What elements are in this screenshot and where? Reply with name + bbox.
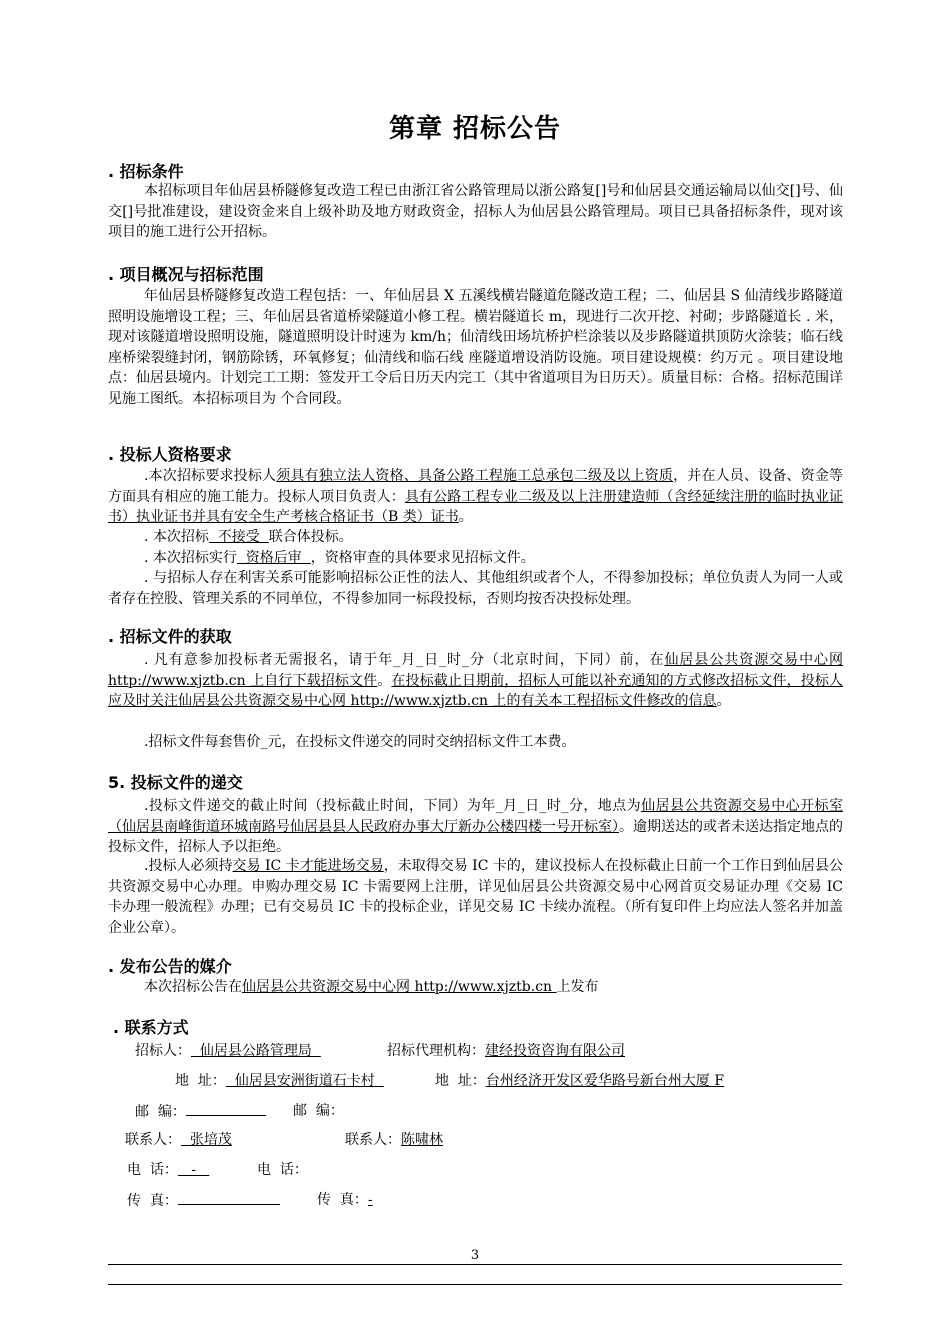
page-number: 3: [470, 1248, 480, 1263]
publication-media-text: 本次招标公告在仙居县公共资源交易中心网 http://www.xjztb.cn 上发布: [144, 979, 599, 995]
footer-rule-top: [108, 1264, 842, 1265]
section-heading-qualification: . 投标人资格要求: [108, 445, 232, 464]
section-heading-project-overview: . 项目概况与招标范围: [108, 265, 264, 284]
section-heading-tender-conditions: . 招标条件: [108, 162, 184, 181]
agency-address-label: 地 址：: [435, 1073, 486, 1089]
obtain-documents-paragraph-2: .招标文件每套售价_元，在投标文件递交的同时交纳招标文件工本费。: [144, 734, 576, 750]
tenderer-zip-blank: [186, 1101, 266, 1116]
tenderer-tel-value: -: [177, 1162, 210, 1178]
download-site: 仙居县公共资源交易中心网 http://www.xjztb.cn 上自行下载招标文件: [108, 652, 844, 689]
section-heading-contact: . 联系方式: [113, 1018, 189, 1037]
tender-conditions-text: 本招标项目年仙居县桥隧修复改造工程已由浙江省公路管理局以浙公路复[]号和仙居县交通运输局以仙交[]号、仙交[]号批准建设，建设资金来自上级补助及地方财政资金，招标人为仙居县公路管理局。项目已具备招标条件，现对该项目的施工进行公开招标。: [108, 183, 843, 240]
tenderer-contact-row: [125, 1130, 309, 1150]
agency-fax-value: -: [367, 1192, 373, 1208]
qualification-requirement: 须具有独立法人资格、具备公路工程施工总承包二级及以上资质: [276, 468, 674, 484]
bid-submission-paragraph-1: .投标文件递交的截止时间（投标截止时间，下同）为年_月_日_时_分，地点为仙居县公共资源交易中心开标室（仙居县南峰街道环城南路号仙居县县人民政府办事大厅新办公楼四楼一号开标室）。逾期送达的或者未送达指定地点的投标文件，招标人予以拒绝。: [108, 798, 844, 855]
agency-value: 建经投资咨询有限公司: [485, 1043, 625, 1059]
tenderer-address-row: [175, 1071, 384, 1091]
footer-rule-bottom: [108, 1284, 842, 1285]
agency-tel-label: 电 话：: [257, 1162, 308, 1178]
tenderer-contact-label: 联系人：: [125, 1132, 181, 1148]
section-heading-publication-media: . 发布公告的媒介: [108, 957, 232, 976]
tenderer-row: [135, 1041, 321, 1061]
tenderer-tel-row: [127, 1160, 209, 1180]
section-heading-obtain-documents: . 招标文件的获取: [108, 627, 232, 646]
qualification-paragraph-3: . 本次招标实行 资格后审 ，资格审查的具体要求见招标文件。: [144, 550, 535, 566]
agency-zip-label: 邮 编：: [293, 1103, 344, 1119]
agency-contact-label: 联系人：: [345, 1132, 401, 1148]
review-method: 资格后审: [236, 550, 311, 566]
agency-fax-row: [317, 1190, 373, 1210]
tenderer-address-value: 仙居县安洲街道石卡村: [225, 1073, 384, 1089]
agency-contact-row: [345, 1130, 443, 1150]
amendment-notice: 在投标截止日期前，招标人可能以补充通知的方式修改招标文件，投标人应及时关注仙居县公共资源交易中心网 http://www.xjztb.cn 上的有关本工程招标文件修改的信息: [108, 672, 844, 709]
agency-row: [387, 1041, 625, 1061]
section-heading-bid-submission: 5. 投标文件的递交: [108, 773, 243, 792]
agency-address-row: [435, 1071, 724, 1091]
tenderer-zip-row: [135, 1101, 266, 1122]
tenderer-address-label: 地 址：: [175, 1073, 226, 1089]
bid-submission-paragraph-2: .投标人必须持交易 IC 卡才能进场交易，未取得交易 IC 卡的，建议投标人在投标截止日前一个工作日到仙居县公共资源交易中心办理。申购办理交易 IC 卡需要网上注册，详见仙居县公共资源交易中心网首页交易证办理《交易 IC 卡办理一般流程》办理；已有交易员 IC 卡的投标企业，详见交易 IC 卡续办流程。（所有复印件上均应法人签名并加盖企业公章）。: [108, 858, 843, 936]
tenderer-tel-label: 电 话：: [127, 1162, 178, 1178]
qualification-paragraph-2: . 本次招标 不接受 联合体投标。: [144, 529, 353, 545]
agency-fax-label: 传 真：: [317, 1192, 368, 1208]
tenderer-fax-label: 传 真：: [127, 1193, 178, 1209]
agency-tel-row: [257, 1160, 308, 1180]
agency-label: 招标代理机构：: [387, 1043, 485, 1059]
project-manager-requirement: 具有公路工程专业二级及以上注册建造师（含经延续注册的临时执业证书）执业证书并具有安全生产考核合格证书（B 类）证书: [108, 488, 844, 525]
qualification-paragraph-4: . 与招标人存在利害关系可能影响招标公正性的法人、其他组织或者个人，不得参加投标；单位负责人为同一人或者存在控股、管理关系的不同单位，不得参加同一标段投标，否则均按否决投标处理。: [108, 570, 843, 607]
tenderer-fax-blank: [178, 1190, 280, 1205]
tenderer-fax-row: [127, 1190, 280, 1211]
page-title: 第章 招标公告: [388, 114, 562, 144]
agency-zip-row: [293, 1101, 344, 1121]
tenderer-label: 招标人：: [135, 1043, 191, 1059]
qualification-paragraph-1: .本次招标要求投标人须具有独立法人资格、具备公路工程施工总承包二级及以上资质，并在人员、设备、资金等方面具有相应的施工能力。投标人项目负责人：具有公路工程专业二级及以上注册建造师（含经延续注册的临时执业证书）执业证书并具有安全生产考核合格证书（B 类）证书。: [108, 468, 844, 525]
tenderer-contact-value: 张培茂: [181, 1132, 232, 1148]
obtain-documents-paragraph-1: . 凡有意参加投标者无需报名，请于年_月_日_时_分（北京时间，下同）前，在仙居县公共资源交易中心网 http://www.xjztb.cn 上自行下载招标文件。在投标截止日期前，招标人可能以补充通知的方式修改招标文件，投标人应及时关注仙居县公共资源交易中心网 http://www.xjztb.cn 上的有关本工程招标文件修改的信息。: [108, 652, 844, 709]
tenderer-value: 仙居县公路管理局: [191, 1043, 321, 1059]
bid-opening-location: 仙居县公共资源交易中心开标室（仙居县南峰街道环城南路号仙居县县人民政府办事大厅新办公楼四楼一号开标室）: [108, 798, 844, 835]
tenderer-zip-label: 邮 编：: [135, 1104, 186, 1120]
publication-site: 仙居县公共资源交易中心网 http://www.xjztb.cn: [242, 979, 557, 995]
project-overview-text: 年仙居县桥隧修复改造工程包括：一、年仙居县 X 五溪线横岩隧道危隧改造工程；二、仙居县 S 仙清线步路隧道照明设施增设工程；三、年仙居县省道桥梁隧道小修工程。横岩隧道长 m，现进行二次开挖、衬砌；步路隧道长 . 米，现对该隧道增设照明设施，隧道照明设计时速为 km/h；仙清线田场坑桥护栏涂装以及步路隧道拱顶防火涂装；临石线 座桥梁裂缝封闭，钢筋除锈，环氧修复；仙清线和临石线 座隧道增设消防设施。项目建设规模：约万元 。项目建设地点：仙居县境内。计划完工工期：签发开工令后日历天内完工（其中省道项目为日历天）。质量目标：合格。招标范围详见施工图纸。本招标项目为 个合同段。: [108, 288, 843, 407]
consortium-policy: 不接受: [208, 529, 269, 545]
agency-address-value: 台州经济开发区爱华路号新台州大厦 F: [485, 1073, 725, 1089]
agency-contact-value: 陈啸林: [401, 1132, 443, 1148]
ic-card-requirement: 交易 IC 卡才能进场交易: [232, 858, 384, 874]
